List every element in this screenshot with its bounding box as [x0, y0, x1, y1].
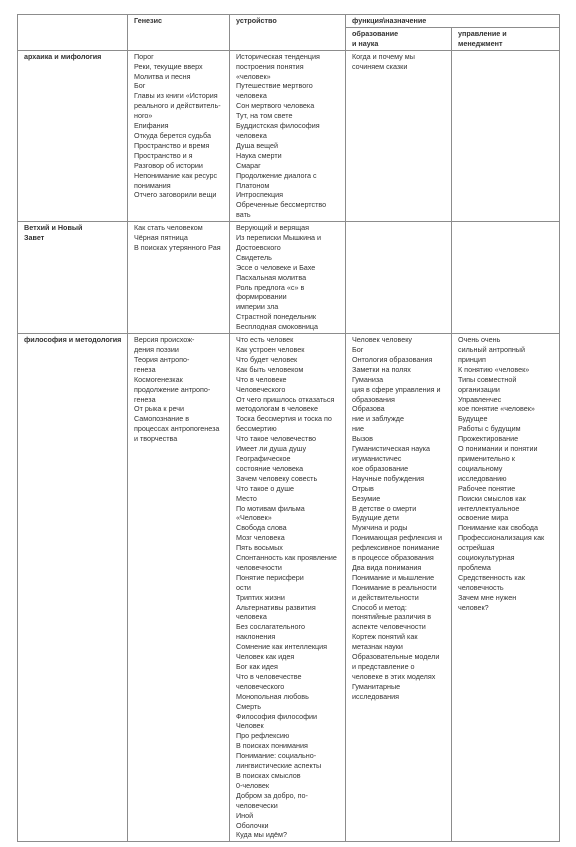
- header-empty: [18, 15, 128, 51]
- cell-line: Безумие: [352, 493, 381, 503]
- cell-line: исследования: [352, 691, 400, 701]
- cell-line: и творчества: [134, 434, 178, 444]
- cell-line: Продолжение диалога с: [236, 170, 317, 180]
- cell-line: аспекте человечности: [352, 622, 426, 632]
- cell-line: Философия философии: [236, 711, 318, 721]
- row-category: философия и методология: [18, 334, 128, 842]
- cell-line: человека: [236, 612, 267, 622]
- cell-line: «Человек»: [236, 513, 272, 523]
- cell-line: построения понятия: [236, 61, 304, 71]
- header-education: образование и наука: [346, 27, 452, 50]
- cell-line: Платоном: [236, 180, 270, 190]
- cell-line: Добром за добро, по-: [236, 790, 308, 800]
- cell-line: наклонения: [236, 632, 276, 642]
- cell-line: Управленчес: [458, 394, 502, 404]
- cell-line: Главы из книги «История: [134, 91, 218, 101]
- cell-line: Что в человеке: [236, 374, 287, 384]
- cell-structure: [230, 222, 346, 334]
- cell-line: формировании: [236, 292, 287, 302]
- cell-line: Про рефлексию: [236, 731, 290, 741]
- cell-line: Как стать человеком: [134, 223, 203, 233]
- cell-line: образования: [352, 394, 395, 404]
- cell-line: Зачем мне нужен: [458, 592, 517, 602]
- cell-line: Бог: [352, 345, 364, 354]
- cell-line: игуманистичес: [352, 453, 402, 463]
- cell-line: В поисках понимания: [236, 741, 308, 751]
- row-category: Ветхий и Новый Завет: [18, 222, 128, 334]
- cell-line: Пространство и время: [134, 140, 210, 150]
- cell-line: Тоска бессмертия и тоска по: [236, 414, 332, 424]
- cell-line: кое образование: [352, 463, 409, 473]
- cell-line: человечески: [236, 800, 278, 810]
- cell-line: Два вида понимания: [352, 562, 422, 572]
- cell-line: Страстной понедельник: [236, 312, 317, 322]
- cell-line: Что есть человек: [236, 335, 294, 345]
- header-management: управление и менеджмент: [452, 27, 560, 50]
- cell-line: Буддистская философия: [236, 121, 320, 131]
- cell-line: Эссе о человеке и Бахе: [236, 262, 316, 272]
- cell-line: применительно к: [458, 453, 515, 463]
- cell-line: Пять восьмых: [236, 543, 283, 553]
- cell-line: Понимание как свобода: [458, 523, 538, 533]
- cell-management: [452, 334, 560, 842]
- cell-line: Понимающая рефлексия и: [352, 533, 442, 543]
- cell-line: Верующий и верящая: [236, 223, 309, 233]
- cell-line: Монопольная любовь: [236, 691, 309, 701]
- cell-line: Человеческого: [236, 384, 286, 394]
- cell-line: принцип: [458, 354, 486, 364]
- cell-line: сильный антропный: [458, 345, 525, 354]
- cell-line: Место: [236, 493, 257, 503]
- cell-line: сочиняем сказки: [352, 61, 408, 71]
- cell-line: Как устроен человек: [236, 345, 305, 354]
- cell-line: От чего пришлось отказаться: [236, 394, 335, 404]
- cell-line: Онтология образования: [352, 354, 433, 364]
- cell-line: Самопознание в: [134, 414, 190, 424]
- cell-line: Наука смерти: [236, 150, 282, 160]
- cell-line: Из переписки Мышкина и: [236, 233, 322, 243]
- cell-line: Интроспекция: [236, 190, 284, 200]
- cell-genesis: [128, 50, 230, 221]
- cell-line: Прожектирование: [458, 434, 519, 444]
- cell-line: Когда и почему мы: [352, 51, 415, 61]
- cell-line: Реки, текущие вверх: [134, 61, 203, 71]
- cell-line: Понимание и мышление: [352, 572, 435, 582]
- cell-line: Епифания: [134, 121, 169, 131]
- cell-line: Пространство и я: [134, 150, 193, 160]
- cell-line: Будущее: [458, 414, 488, 424]
- cell-line: понятийные различия в: [352, 612, 432, 622]
- cell-line: Обреченные бессмертство: [236, 200, 327, 210]
- cell-line: ние и заблужде: [352, 414, 404, 424]
- cell-line: Путешествие мертвого: [236, 81, 313, 91]
- content-table: [17, 14, 560, 842]
- cell-line: человечности: [236, 562, 282, 572]
- cell-line: Понимание в реальности: [352, 582, 437, 592]
- cell-line: Куда мы идём?: [236, 830, 287, 840]
- cell-line: Бог: [134, 81, 146, 91]
- cell-line: Мозг человека: [236, 533, 285, 543]
- cell-line: Непонимание как ресурс: [134, 170, 218, 180]
- cell-structure: [230, 50, 346, 221]
- cell-line: Человек как идея: [236, 652, 295, 662]
- cell-line: Вызов: [352, 434, 373, 444]
- cell-line: Сомнение как интеллекция: [236, 642, 328, 652]
- cell-line: В поисках смыслов: [236, 770, 301, 780]
- cell-line: человечность: [458, 582, 504, 592]
- cell-line: Порог: [134, 51, 154, 61]
- header-function: функция\назначение: [346, 15, 560, 28]
- cell-line: Что будет человек: [236, 354, 298, 364]
- cell-line: Свобода слова: [236, 523, 287, 533]
- cell-line: Кортеж понятий как: [352, 632, 418, 642]
- cell-line: Зачем человеку совесть: [236, 473, 318, 483]
- cell-line: генеза: [134, 364, 156, 374]
- cell-line: К понятию «человек»: [458, 364, 530, 374]
- cell-line: кое понятие «человек»: [458, 404, 535, 414]
- cell-line: Как быть человеком: [236, 364, 304, 374]
- cell-line: Роль предлога «с» в: [236, 282, 305, 292]
- cell-line: Гуманитарные: [352, 681, 401, 691]
- cell-education: [346, 50, 452, 221]
- row-category: архаика и мифология: [18, 50, 128, 221]
- cell-line: человека: [236, 130, 267, 140]
- cell-management: [452, 50, 560, 221]
- cell-line: генеза: [134, 394, 156, 404]
- cell-line: исследованию: [458, 473, 507, 483]
- cell-line: Пасхальная молитва: [236, 272, 307, 282]
- cell-line: Откуда берется судьба: [134, 130, 211, 140]
- cell-line: Что такое человечество: [236, 434, 317, 444]
- cell-line: «человек»: [236, 71, 271, 81]
- cell-line: бессмертию: [236, 424, 277, 434]
- cell-line: Образова: [352, 404, 385, 414]
- cell-line: ости: [236, 582, 251, 592]
- cell-line: освоение мира: [458, 513, 509, 523]
- cell-line: Профессионализация как: [458, 533, 545, 543]
- cell-line: Рабочее понятие: [458, 483, 516, 493]
- cell-line: Космогенезкак: [134, 374, 183, 384]
- cell-line: Научные побуждения: [352, 473, 424, 483]
- cell-line: Оболочки: [236, 820, 269, 830]
- cell-line: Гуманиза: [352, 374, 384, 384]
- cell-line: человеческого: [236, 681, 285, 691]
- cell-line: человек?: [458, 602, 489, 612]
- cell-line: процессах антропогенеза: [134, 424, 220, 434]
- cell-line: ного»: [134, 111, 153, 121]
- header-genesis: Генезис: [128, 15, 230, 51]
- cell-line: в процессе образования: [352, 553, 434, 563]
- cell-line: Достоевского: [236, 242, 281, 252]
- cell-line: Мужчина и роды: [352, 523, 408, 533]
- cell-line: По мотивам фильма: [236, 503, 305, 513]
- cell-management: [452, 222, 560, 334]
- cell-line: 0-человек: [236, 780, 270, 790]
- cell-line: О понимании и понятии: [458, 444, 538, 454]
- cell-line: Типы совместной: [458, 374, 517, 384]
- cell-line: социокультурная: [458, 553, 515, 563]
- cell-line: Что такое о душе: [236, 483, 294, 493]
- cell-line: интеллектуальное: [458, 503, 520, 513]
- cell-line: Понятие перисфери: [236, 572, 304, 582]
- cell-line: Поиски смыслов как: [458, 493, 526, 503]
- cell-line: Понимание: социально-: [236, 751, 317, 761]
- header-structure: устройство: [230, 15, 346, 51]
- cell-line: Очень очень: [458, 335, 501, 345]
- cell-line: Альтернативы развития: [236, 602, 316, 612]
- cell-line: Бесплодная смоковница: [236, 322, 319, 332]
- cell-line: лингвистические аспекты: [236, 761, 322, 771]
- cell-line: социальному: [458, 463, 503, 473]
- cell-line: дения поэзии: [134, 345, 179, 354]
- cell-line: метазнак науки: [352, 642, 403, 652]
- cell-genesis: [128, 334, 230, 842]
- cell-line: вать: [236, 210, 251, 220]
- cell-line: Теория антропо-: [134, 354, 190, 364]
- cell-line: Способ и метод:: [352, 602, 407, 612]
- cell-line: проблема: [458, 562, 491, 572]
- cell-line: В поисках утерянного Рая: [134, 242, 221, 252]
- cell-line: реального и действитель-: [134, 101, 221, 111]
- cell-line: империи зла: [236, 302, 279, 312]
- cell-line: Версия происхож-: [134, 335, 195, 345]
- cell-line: Отрыв: [352, 483, 374, 493]
- cell-line: Без сослагательного: [236, 622, 305, 632]
- cell-line: Сон мертвого человека: [236, 101, 315, 111]
- cell-line: Разговор об истории: [134, 160, 203, 170]
- cell-line: Молитва и песня: [134, 71, 191, 81]
- cell-line: Географическое: [236, 453, 291, 463]
- cell-line: Средственность как: [458, 572, 525, 582]
- cell-line: Спонтанность как проявление: [236, 553, 337, 563]
- cell-line: и представление о: [352, 662, 415, 671]
- cell-line: Гуманистическая наука: [352, 444, 431, 454]
- cell-line: Триптих жизни: [236, 592, 285, 602]
- cell-line: организации: [458, 384, 500, 394]
- cell-line: методологам в человеке: [236, 404, 319, 414]
- cell-line: Имеет ли душа душу: [236, 444, 307, 454]
- cell-line: ция в сфере управления и: [352, 384, 441, 394]
- cell-education: [346, 222, 452, 334]
- cell-line: От рыка к речи: [134, 404, 184, 414]
- cell-line: Историческая тенденция: [236, 51, 320, 61]
- cell-line: Будущие дети: [352, 513, 399, 523]
- cell-education: [346, 334, 452, 842]
- cell-line: понимания: [134, 180, 171, 190]
- cell-line: Иной: [236, 810, 254, 820]
- cell-line: Заметки на полях: [352, 364, 411, 374]
- cell-line: Тут, на том свете: [236, 111, 293, 121]
- cell-line: рефлексивное понимание: [352, 543, 440, 553]
- cell-line: Работы с будущим: [458, 424, 521, 434]
- cell-line: Свидетель: [236, 252, 272, 262]
- cell-line: В детстве о смерти: [352, 503, 417, 513]
- cell-line: ние: [352, 424, 364, 434]
- cell-line: Чёрная пятница: [134, 233, 188, 243]
- cell-line: Бог как идея: [236, 662, 278, 671]
- cell-line: состояние человека: [236, 463, 304, 473]
- cell-line: Смараг: [236, 160, 261, 170]
- cell-line: Отчего заговорили вещи: [134, 190, 217, 200]
- cell-line: и действительности: [352, 592, 419, 602]
- cell-structure: [230, 334, 346, 842]
- cell-line: человеке в этих моделях: [352, 671, 436, 681]
- cell-line: Человек человеку: [352, 335, 413, 345]
- cell-line: человека: [236, 91, 267, 101]
- cell-line: Душа вещей: [236, 140, 278, 150]
- cell-genesis: [128, 222, 230, 334]
- cell-line: продолжение антропо-: [134, 384, 211, 394]
- cell-line: Человек: [236, 721, 264, 731]
- cell-line: Образовательные модели: [352, 652, 440, 662]
- cell-line: Что в человечестве: [236, 671, 302, 681]
- cell-line: острейшая: [458, 543, 495, 553]
- cell-line: Смерть: [236, 701, 262, 711]
